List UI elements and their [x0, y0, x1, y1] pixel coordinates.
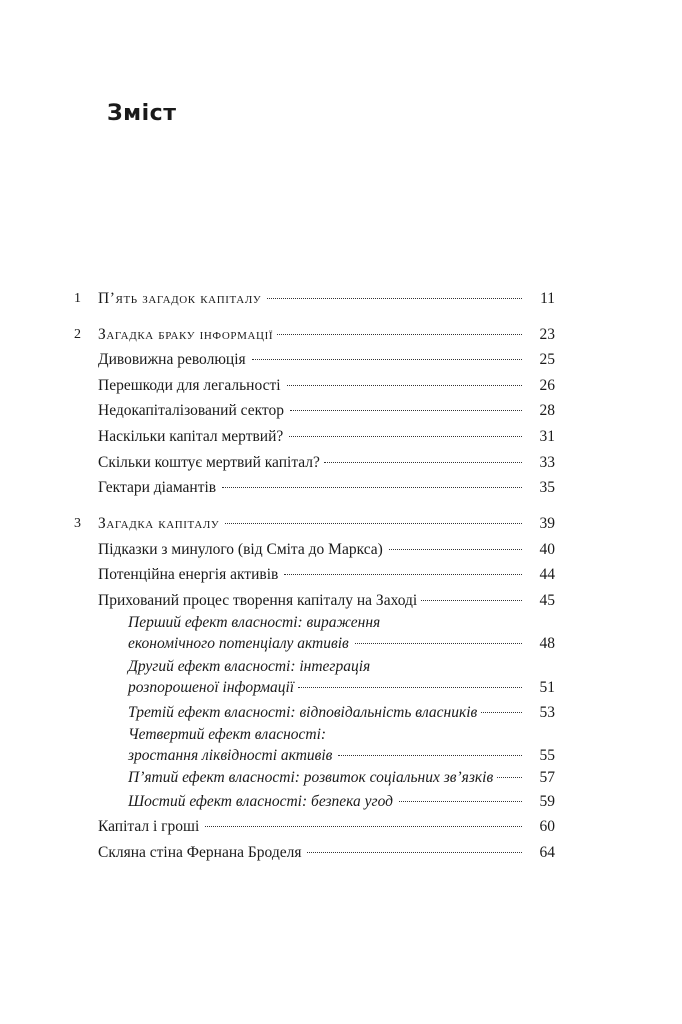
section-title: Гектари діамантів [98, 479, 217, 496]
dot-leader [289, 436, 522, 437]
dot-leader [399, 801, 522, 802]
page-number: 33 [539, 454, 555, 471]
section-title: Прихований процес творення капіталу на Заході [98, 592, 418, 609]
dot-leader [421, 600, 522, 601]
chapter-title: Загадка капіталу [98, 515, 220, 532]
page-number: 11 [540, 290, 555, 307]
subsection-title: Шостий ефект власності: безпека угод [128, 793, 393, 810]
section-title: Перешкоди для легальності [98, 377, 281, 394]
section-title: Наскільки капітал мертвий? [98, 428, 284, 445]
page-number: 57 [539, 769, 555, 786]
dot-leader [389, 549, 522, 550]
subsection-title: П’ятий ефект власності: розвиток соціальних зв’язків [128, 769, 494, 786]
page-number: 25 [539, 351, 555, 368]
dot-leader [307, 852, 522, 853]
section-title: Дивовижна революція [98, 351, 246, 368]
page-number: 23 [539, 326, 555, 343]
dot-leader [267, 298, 522, 299]
dot-leader [298, 687, 522, 688]
subsection-title-line1: Четвертий ефект власності: [128, 726, 327, 743]
page-number: 44 [539, 566, 555, 583]
dot-leader [497, 777, 522, 778]
section-title: Капітал і гроші [98, 818, 200, 835]
chapter-title: Загадка браку інформації [98, 326, 274, 343]
dot-leader [252, 359, 522, 360]
subsection-title: розпорошеної інформації [128, 679, 295, 696]
section-title: Скляна стіна Фернана Броделя [98, 844, 302, 861]
page-number: 28 [539, 402, 555, 419]
subsection-title: Третій ефект власності: відповідальність власників [128, 704, 478, 721]
page-number: 53 [539, 704, 555, 721]
subsection-title-line1: Перший ефект власності: вираження [128, 614, 381, 631]
dot-leader [290, 410, 522, 411]
page-number: 51 [539, 679, 555, 696]
page-number: 39 [539, 515, 555, 532]
subsection-title: економічного потенціалу активів [128, 635, 349, 652]
page-number: 35 [539, 479, 555, 496]
dot-leader [338, 755, 522, 756]
page-number: 26 [539, 377, 555, 394]
page-number: 48 [539, 635, 555, 652]
page-number: 40 [539, 541, 555, 558]
dot-leader [277, 334, 522, 335]
chapter-number: 1 [74, 291, 81, 306]
chapter-title: П’ять загадок капіталу [98, 290, 262, 307]
page-number: 59 [539, 793, 555, 810]
page-number: 45 [539, 592, 555, 609]
section-title: Підказки з минулого (від Сміта до Маркса) [98, 541, 383, 558]
dot-leader [324, 462, 522, 463]
dot-leader [287, 385, 522, 386]
page-number: 64 [539, 844, 555, 861]
dot-leader [481, 712, 522, 713]
chapter-number: 3 [74, 516, 81, 531]
subsection-title: зростання ліквідності активів [128, 747, 333, 764]
section-title: Недокапіталізований сектор [98, 402, 284, 419]
page-title: Зміст [107, 101, 177, 126]
section-title: Потенційна енергія активів [98, 566, 279, 583]
page-number: 31 [539, 428, 555, 445]
dot-leader [205, 826, 522, 827]
section-title: Скільки коштує мертвий капітал? [98, 454, 320, 471]
dot-leader [284, 574, 522, 575]
dot-leader [225, 523, 522, 524]
dot-leader [355, 643, 522, 644]
page-number: 60 [539, 818, 555, 835]
page-number: 55 [539, 747, 555, 764]
chapter-number: 2 [74, 327, 81, 342]
dot-leader [222, 487, 522, 488]
subsection-title-line1: Другий ефект власності: інтеграція [128, 658, 371, 675]
